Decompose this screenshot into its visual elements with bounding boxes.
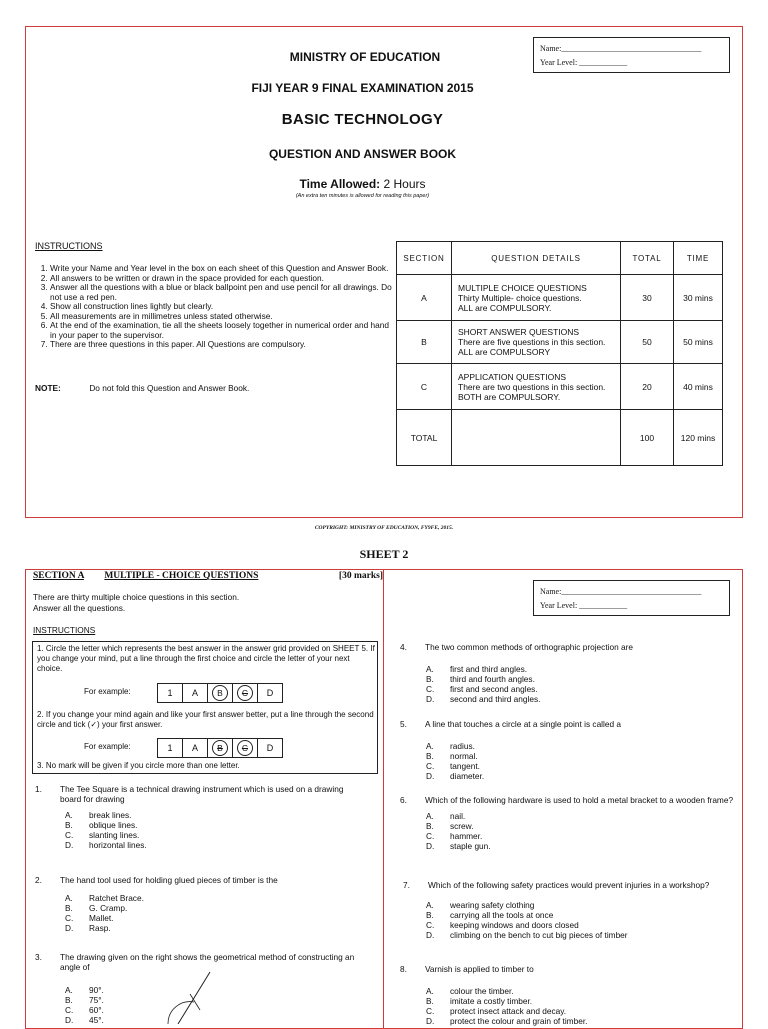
example-grid-1 <box>158 683 283 703</box>
question-2: 2. The hand tool used for holding glued pieces of timber is the A. Ratchet Brace. B. G. Cramp. C. Mallet. D. Rasp. <box>35 875 278 933</box>
question-text: The Tee Square is a technical drawing instrument which is used on a drawing board for drawing <box>60 784 344 804</box>
table-row: C APPLICATION QUESTIONS There are two questions in this section. BOTH are COMPULSORY. 20 40 mins <box>397 364 723 410</box>
example-cell: D <box>257 738 283 758</box>
note-text: Do not fold this Question and Answer Book. <box>89 383 250 393</box>
option-text: first and second angles. <box>450 684 538 694</box>
question-number: 1. <box>35 784 42 794</box>
instruction-item: 1. Write your Name and Year level in the box on each sheet of this Question and Answer Book. <box>50 264 394 274</box>
option-text: horizontal lines. <box>89 840 147 850</box>
instruction-item: 6. At the end of the examination, tie all the sheets loosely together in numerical order and hand in your paper to the supervisor. <box>50 321 394 340</box>
question-text: A line that touches a circle at a single point is called a <box>425 719 622 729</box>
crossed-letter: C <box>237 685 253 701</box>
example-cell: 1 <box>157 738 183 758</box>
question-number: 8. <box>400 964 407 974</box>
question-8: 8. Varnish is applied to timber to A. colour the timber. B. imitate a costly timber. C. protect insect attack and decay. D. protect the colour and grain of timber. <box>400 964 588 1026</box>
name-box <box>533 37 730 73</box>
question-text: Which of the following safety practices would prevent injuries in a workshop? <box>428 880 710 890</box>
option-text: Mallet. <box>89 913 114 923</box>
table-header: TIME <box>674 242 723 275</box>
question-number: 5. <box>400 719 407 729</box>
example-cell: A <box>182 738 208 758</box>
instruction-item: 3. Answer all the questions with a blue or black ballpoint pen and use pencil for all drawings. Do not use a red pen. <box>50 283 394 302</box>
option-text: staple gun. <box>450 841 491 851</box>
option-text: colour the timber. <box>450 986 514 996</box>
book-title: QUESTION AND ANSWER BOOK <box>268 147 457 161</box>
note <box>35 383 249 393</box>
question-5: 5. A line that touches a circle at a single point is called a A. radius. B. normal. C. tangent. D. diameter. <box>400 719 622 781</box>
reading-note: (An extra ten minutes is allowed for reading this paper) <box>295 193 430 199</box>
section-marks: [30 marks] <box>338 571 383 581</box>
option-text: climbing on the bench to cut big pieces of timber <box>450 930 628 940</box>
instruction-1: 1. Circle the letter which represents the best answer in the answer grid provided on SHEET 5. If you change your mind, put a line through the first choice and circle the letter of your next choice. <box>37 644 375 673</box>
table-header: TOTAL <box>621 242 674 275</box>
circled-letter: B <box>212 685 228 701</box>
section-title: MULTIPLE - CHOICE QUESTIONS <box>104 571 259 581</box>
question-text: The drawing given on the right shows the geometrical method of constructing an angle of <box>60 952 355 972</box>
option-text: first and third angles. <box>450 664 528 674</box>
question-4: 4. The two common methods of orthographic projection are A. first and third angles. B. third and fourth angles. C. first and second angles. D. second and third angles. <box>400 642 633 704</box>
instruction-2: 2. If you change your mind again and like your first answer better, put a line through the second circle and tick (✓) your first answer. <box>37 710 374 729</box>
question-1: 1. The Tee Square is a technical drawing instrument which is used on a drawing board for drawing A. break lines. B. oblique lines. C. slanting lines. D. horizontal lines. <box>35 784 355 850</box>
instruction-item: 2. All answers to be written or drawn in the space provided for each question. <box>50 274 394 284</box>
year-level-line: Year Level: ____________ <box>540 601 628 610</box>
question-number: 6. <box>400 795 407 805</box>
example-cell <box>207 738 233 758</box>
option-text: wearing safety clothing <box>450 900 535 910</box>
example-cell <box>232 738 258 758</box>
question-number: 7. <box>403 880 410 890</box>
question-text: Which of the following hardware is used to hold a metal bracket to a wooden frame? <box>425 795 734 805</box>
instructions-heading: INSTRUCTIONS <box>33 625 96 635</box>
option-text: protect insect attack and decay. <box>450 1006 567 1016</box>
option-text: 45°. <box>89 1015 104 1025</box>
question-text: The hand tool used for holding glued pieces of timber is the <box>60 875 278 885</box>
option-text: Ratchet Brace. <box>89 893 144 903</box>
subject-title: BASIC TECHNOLOGY <box>281 111 444 128</box>
question-number: 3. <box>35 952 42 962</box>
question-number: 4. <box>400 642 407 652</box>
intro-line-2: Answer all the questions. <box>33 603 126 613</box>
option-text: radius. <box>450 741 475 751</box>
option-text: third and fourth angles. <box>450 674 535 684</box>
instructions-list <box>24 264 394 350</box>
table-header: QUESTION DETAILS <box>452 242 621 275</box>
instruction-item: 5. All measurements are in millimetres unless stated otherwise. <box>50 312 394 322</box>
option-text: break lines. <box>89 810 132 820</box>
crossed-letter: C <box>237 740 253 756</box>
crossed-letter: B <box>212 740 228 756</box>
option-text: keeping windows and doors closed <box>450 920 579 930</box>
angle-construction-drawing <box>150 970 230 1024</box>
intro-line-1: There are thirty multiple choice questions in this section. <box>33 592 240 602</box>
sheet-title: SHEET 2 <box>359 547 409 561</box>
option-text: G. Cramp. <box>89 903 128 913</box>
time-label: Time Allowed: <box>299 177 381 191</box>
example-cell <box>232 683 258 703</box>
instruction-3: 3. No mark will be given if you circle more than one letter. <box>37 761 240 770</box>
example-cell <box>207 683 233 703</box>
option-text: 90°. <box>89 985 104 995</box>
example-grid-2 <box>158 738 283 758</box>
table-total-row: TOTAL 100 120 mins <box>397 410 723 466</box>
exam-title: FIJI YEAR 9 FINAL EXAMINATION 2015 <box>251 81 474 95</box>
option-text: carrying all the tools at once <box>450 910 554 920</box>
option-text: hammer. <box>450 831 483 841</box>
instructions-heading: INSTRUCTIONS <box>35 241 103 251</box>
option-text: tangent. <box>450 761 480 771</box>
section-label: SECTION A <box>33 571 84 581</box>
option-text: Rasp. <box>89 923 111 933</box>
example-cell: 1 <box>157 683 183 703</box>
table-row: A MULTIPLE CHOICE QUESTIONS Thirty Multiple- choice questions. ALL are COMPULSORY. 30 30 mins <box>397 275 723 321</box>
name-line: Name:___________________________________ <box>540 587 702 596</box>
option-text: nail. <box>450 811 466 821</box>
copyright: COPYRIGHT: MINISTRY OF EDUCATION, FY9FE, 2015. <box>314 525 454 531</box>
question-6: 6. Which of the following hardware is used to hold a metal bracket to a wooden frame? A. nail. B. screw. C. hammer. D. staple gun. <box>400 795 734 851</box>
example-cell: D <box>257 683 283 703</box>
option-text: second and third angles. <box>450 694 541 704</box>
option-text: protect the colour and grain of timber. <box>450 1016 588 1026</box>
question-3: 3. The drawing given on the right shows the geometrical method of constructing an angle of A. 90°. B. 75°. C. 60°. D. 45°. <box>35 952 355 1025</box>
name-line: Name:___________________________________ <box>540 44 702 53</box>
example-label: For example: <box>84 742 131 751</box>
note-label: NOTE: <box>35 383 61 393</box>
section-header <box>33 571 383 581</box>
question-7: 7. Which of the following safety practices would prevent injuries in a workshop? A. wearing safety clothing B. carrying all the tools at once C. keeping windows and doors closed D. climbing on the bench to cut big pieces of timber <box>403 880 710 940</box>
section-table <box>396 241 723 466</box>
question-text: Varnish is applied to timber to <box>425 964 534 974</box>
example-label: For example: <box>84 687 131 696</box>
option-text: imitate a costly timber. <box>450 996 533 1006</box>
option-text: 60°. <box>89 1005 104 1015</box>
instruction-item: 4. Show all construction lines lightly but clearly. <box>50 302 394 312</box>
option-text: normal. <box>450 751 478 761</box>
option-text: screw. <box>450 821 474 831</box>
table-row: B SHORT ANSWER QUESTIONS There are five questions in this section. ALL are COMPULSORY 50 50 mins <box>397 321 723 364</box>
option-text: slanting lines. <box>89 830 140 840</box>
instructions-list-wrap <box>24 264 394 350</box>
question-text: The two common methods of orthographic projection are <box>425 642 633 652</box>
option-text: 75°. <box>89 995 104 1005</box>
ministry-title: MINISTRY OF EDUCATION <box>289 50 441 64</box>
option-text: diameter. <box>450 771 485 781</box>
example-cell: A <box>182 683 208 703</box>
year-level-line: Year Level: ____________ <box>540 58 628 67</box>
option-text: oblique lines. <box>89 820 138 830</box>
question-number: 2. <box>35 875 42 885</box>
instruction-item: 7. There are three questions in this paper. All Questions are compulsory. <box>50 340 394 350</box>
time-value: 2 Hours <box>383 177 426 191</box>
table-header: SECTION <box>397 242 452 275</box>
name-box-sheet2 <box>533 580 730 616</box>
time-allowed <box>200 177 525 191</box>
